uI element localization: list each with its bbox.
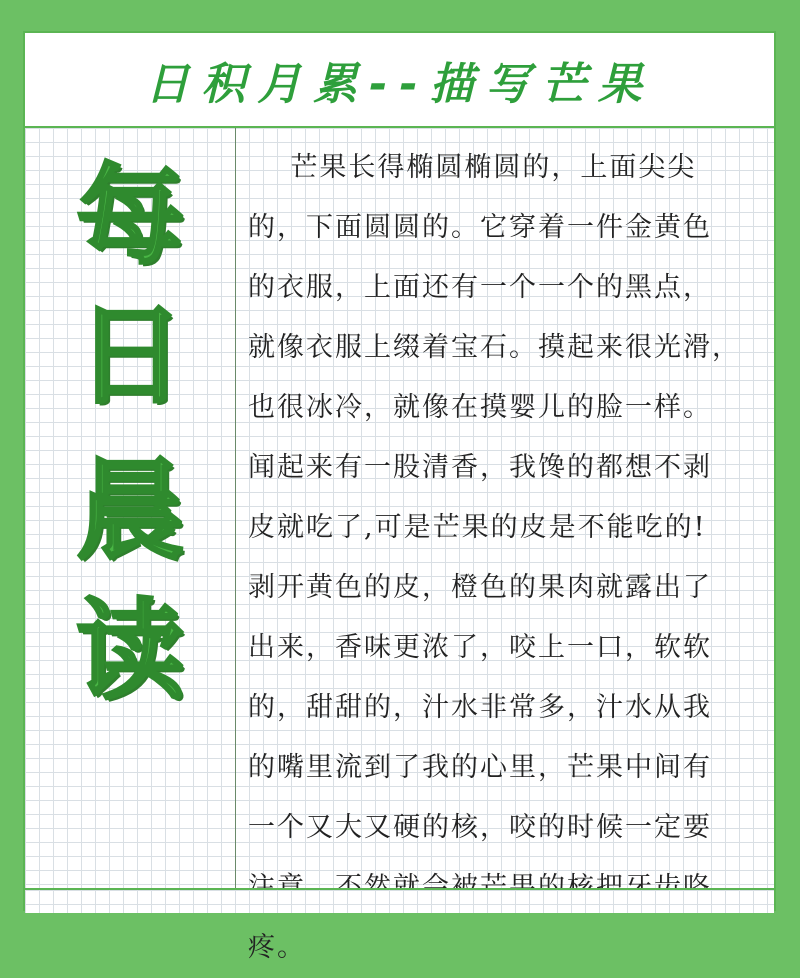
- grid-paper-area: [25, 128, 774, 963]
- text-line: 剥开黄色的皮，橙色的果肉就露出了: [248, 572, 712, 603]
- text-line: 的衣服，上面还有一个一个的黑点，: [248, 272, 712, 303]
- banner-char-3: 晨: [76, 449, 185, 574]
- text-line: 疼。: [248, 932, 306, 963]
- article-text: [236, 128, 774, 963]
- text-line: 皮就吃了,可是芒果的皮是不能吃的!: [248, 512, 707, 543]
- text-line: 的，甜甜的，汁水非常多，汁水从我: [248, 692, 712, 723]
- page-title: 日积月累--描写芒果: [145, 58, 654, 110]
- banner-char-1: 每: [76, 154, 185, 279]
- banner-char-2: 日: [76, 294, 185, 419]
- text-line: 芒果长得椭圆椭圆的，上面尖尖: [248, 152, 697, 183]
- bottom-grid-band: [25, 888, 774, 913]
- reading-card: [23, 31, 776, 963]
- daily-reading-column: [25, 128, 236, 888]
- banner-char-4: 读: [76, 589, 185, 714]
- text-line: 就像衣服上缀着宝石。摸起来很光滑，: [248, 332, 741, 363]
- text-line: 也很冰冷，就像在摸婴儿的脸一样。: [248, 392, 712, 423]
- text-line: 的嘴里流到了我的心里，芒果中间有: [248, 752, 712, 783]
- text-line: 出来，香味更浓了，咬上一口，软软: [248, 632, 712, 663]
- text-line: 闻起来有一股清香，我馋的都想不剥: [248, 452, 712, 483]
- text-line: 一个又大又硬的核，咬的时候一定要: [248, 812, 712, 843]
- text-line: 的，下面圆圆的。它穿着一件金黄色: [248, 212, 712, 243]
- title-bar: [25, 33, 774, 128]
